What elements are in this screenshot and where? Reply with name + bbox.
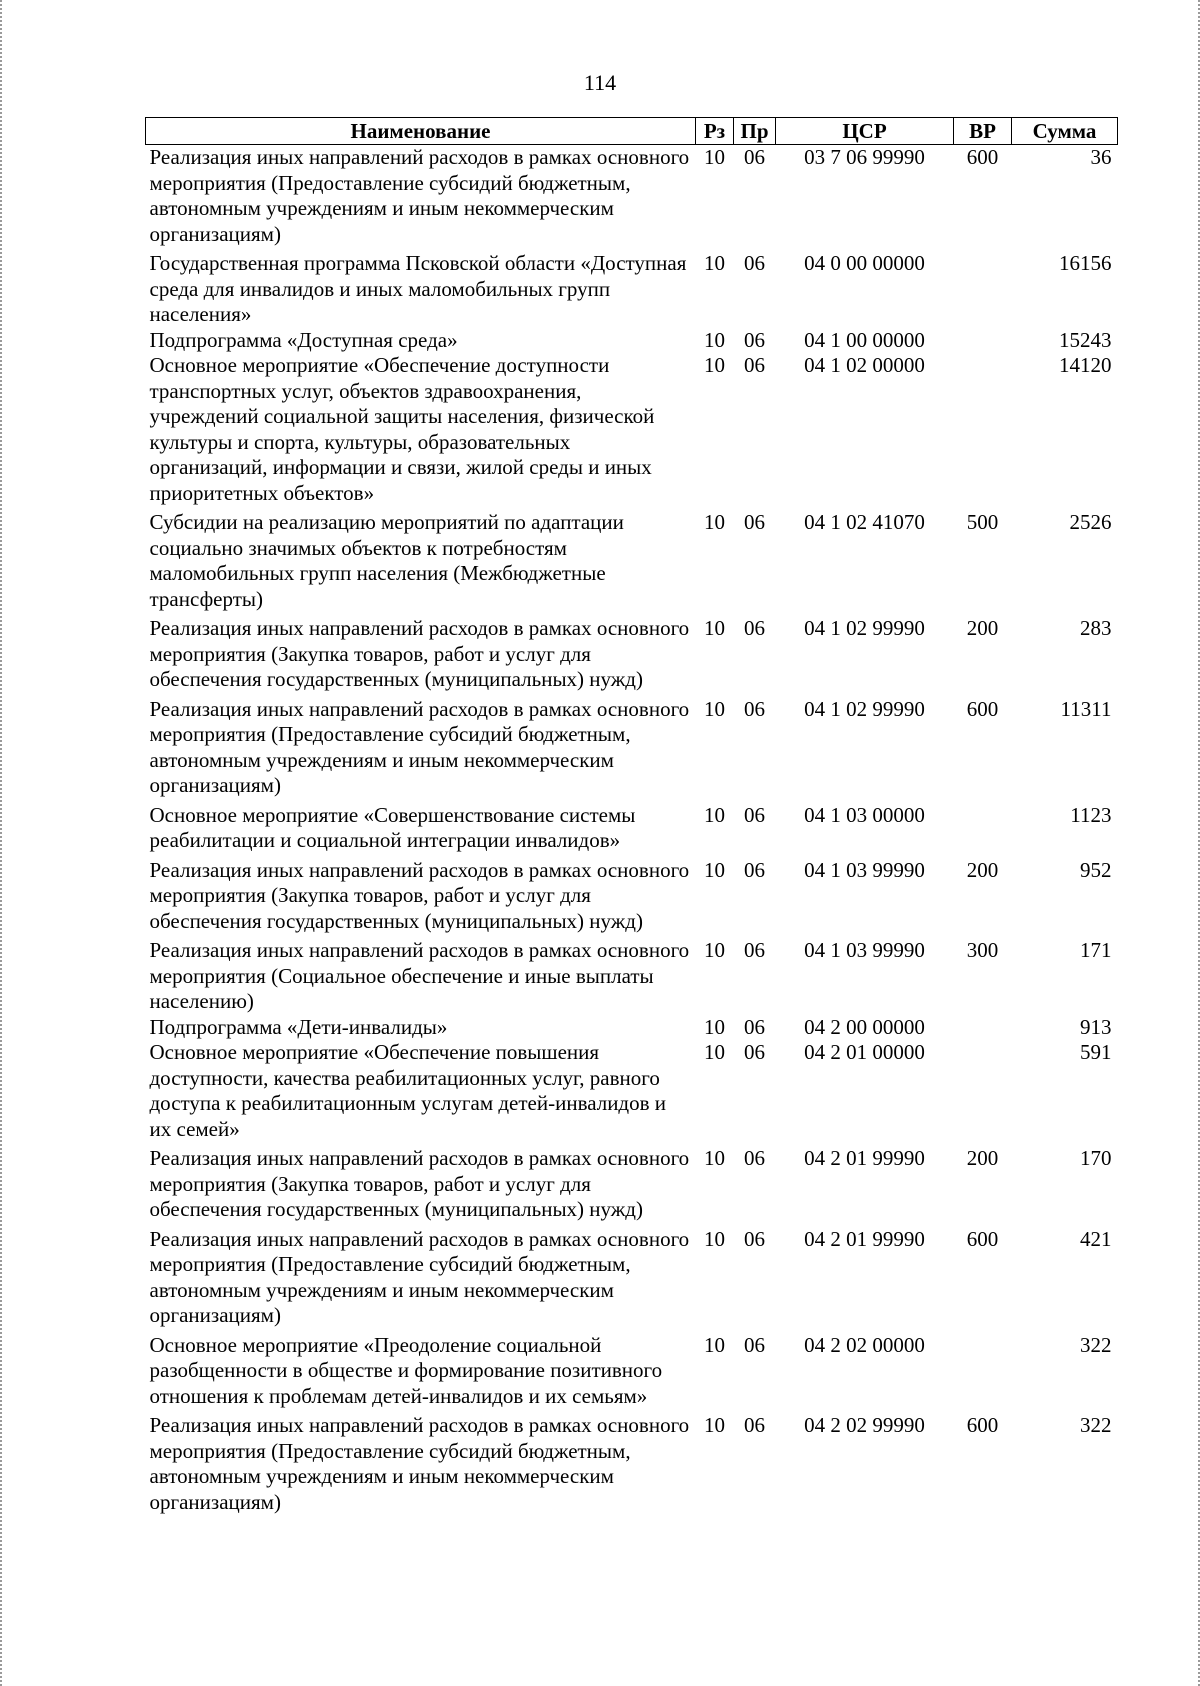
cell-name: Основное мероприятие «Совершенствование системы реабилитации и социальной интеграции инвалидов»: [149, 802, 636, 852]
cell-vr: 600: [966, 1413, 999, 1437]
cell-sum: 14120: [1059, 353, 1112, 377]
cell-sum: 322: [1080, 1332, 1112, 1357]
table-header-row: [146, 118, 1118, 145]
cell-vr: [954, 247, 1012, 328]
cell-name: Подпрограмма «Доступная среда»: [149, 327, 458, 352]
cell-rz: 10: [704, 251, 725, 275]
cell-name: Реализация иных направлений расходов в рамках основного мероприятия (Социальное обеспечение и иные выплаты населению): [149, 938, 690, 1013]
cell-sum: 1123: [1070, 802, 1112, 827]
cell-rz: 10: [704, 802, 725, 827]
cell-pr: 06: [744, 1413, 765, 1437]
cell-sum: 16156: [1059, 251, 1112, 275]
cell-csr: 04 0 00 00000: [804, 251, 925, 275]
cell-vr: 200: [966, 857, 999, 882]
cell-vr: [954, 1329, 1012, 1410]
cell-sum: 2526: [1069, 510, 1112, 534]
cell-csr: 04 2 02 99990: [804, 1413, 925, 1437]
cell-sum: 171: [1080, 938, 1112, 962]
table-row: [146, 1142, 1118, 1223]
cell-csr: 04 2 02 00000: [804, 1332, 925, 1357]
cell-csr: 04 1 02 41070: [804, 510, 925, 534]
header-sum: Сумма: [1012, 118, 1118, 145]
cell-rz: 10: [704, 145, 725, 169]
cell-rz: 10: [704, 1226, 725, 1251]
table-row: [146, 1040, 1118, 1142]
cell-name: Реализация иных направлений расходов в рамках основного мероприятия (Закупка товаров, работ и услуг для обеспечения государственных (муниципальных) нужд): [149, 857, 690, 933]
cell-vr: [954, 799, 1012, 854]
cell-vr: [954, 328, 1012, 354]
cell-rz: 10: [704, 1413, 725, 1437]
cell-sum: 170: [1080, 1146, 1112, 1170]
cell-rz: 10: [704, 696, 725, 721]
cell-pr: 06: [744, 145, 765, 169]
cell-csr: 04 1 00 00000: [804, 327, 925, 352]
cell-pr: 06: [744, 1146, 765, 1170]
header-name: Наименование: [146, 118, 696, 145]
cell-name: Основное мероприятие «Обеспечение доступности транспортных услуг, объектов здравоохранения, учреждений социальной защиты населения, физической культуры и спорта, культуры, образовательных организаций, информации и связи, жилой среды и иных приоритетных объектов»: [149, 353, 655, 505]
cell-pr: 06: [744, 938, 765, 962]
cell-name: Основное мероприятие «Преодоление социальной разобщенности в обществе и формирование позитивного отношения к проблемам детей-инвалидов и их семьям»: [149, 1332, 663, 1408]
cell-pr: 06: [744, 802, 765, 827]
cell-vr: [954, 1015, 1012, 1041]
cell-sum: 11311: [1060, 696, 1112, 721]
cell-name: Субсидии на реализацию мероприятий по адаптации социально значимых объектов к потребностям маломобильных групп населения (Межбюджетные трансферты): [149, 510, 624, 611]
header-pr: Пр: [734, 118, 776, 145]
table-row: [146, 1409, 1118, 1515]
header-vr: ВР: [954, 118, 1012, 145]
scan-edge-right: [1195, 0, 1200, 1686]
cell-sum: 913: [1080, 1014, 1112, 1039]
cell-pr: 06: [744, 857, 765, 882]
cell-pr: 06: [744, 1014, 765, 1039]
table-row: [146, 1015, 1118, 1041]
cell-pr: 06: [744, 1332, 765, 1357]
cell-rz: 10: [704, 857, 725, 882]
cell-vr: 200: [966, 616, 999, 640]
cell-pr: 06: [744, 1226, 765, 1251]
table-row: [146, 328, 1118, 354]
cell-name: Реализация иных направлений расходов в рамках основного мероприятия (Предоставление субсидий бюджетным, автономным учреждениям и иным некоммерческим организациям): [149, 696, 690, 797]
cell-vr: [954, 1040, 1012, 1142]
cell-sum: 322: [1080, 1413, 1112, 1437]
cell-name: Реализация иных направлений расходов в рамках основного мероприятия (Закупка товаров, работ и услуг для обеспечения государственных (муниципальных) нужд): [149, 1146, 690, 1221]
cell-name: Государственная программа Псковской области «Доступная среда для инвалидов и иных маломобильных групп населения»: [149, 251, 687, 326]
table-row: [146, 1329, 1118, 1410]
table-row: [146, 506, 1118, 612]
table-row: [146, 693, 1118, 799]
cell-csr: 04 2 01 99990: [804, 1146, 925, 1170]
cell-pr: 06: [744, 616, 765, 640]
cell-csr: 04 2 01 00000: [804, 1040, 925, 1064]
cell-pr: 06: [744, 1040, 765, 1064]
cell-csr: 04 1 02 99990: [804, 616, 925, 640]
cell-csr: 04 1 03 99990: [804, 857, 925, 882]
cell-sum: 15243: [1059, 327, 1112, 352]
table-row: [146, 247, 1118, 328]
cell-sum: 952: [1080, 857, 1112, 882]
cell-name: Реализация иных направлений расходов в рамках основного мероприятия (Предоставление субсидий бюджетным, автономным учреждениям и иным некоммерческим организациям): [149, 1226, 690, 1327]
cell-csr: 04 1 03 99990: [804, 938, 925, 962]
cell-vr: 600: [966, 145, 999, 169]
cell-rz: 10: [704, 1014, 725, 1039]
table-row: [146, 799, 1118, 854]
cell-vr: 300: [966, 938, 999, 962]
cell-pr: 06: [744, 353, 765, 377]
header-rz: Рз: [696, 118, 734, 145]
cell-sum: 283: [1080, 616, 1112, 640]
cell-csr: 04 2 01 99990: [804, 1226, 925, 1251]
cell-csr: 04 1 02 99990: [804, 696, 925, 721]
cell-name: Реализация иных направлений расходов в рамках основного мероприятия (Предоставление субсидий бюджетным, автономным учреждениям и иным некоммерческим организациям): [149, 1413, 690, 1514]
cell-csr: 04 1 02 00000: [804, 353, 925, 377]
cell-pr: 06: [744, 251, 765, 275]
cell-csr: 04 2 00 00000: [804, 1014, 925, 1039]
cell-csr: 03 7 06 99990: [804, 145, 925, 169]
cell-vr: [954, 353, 1012, 506]
table-row: [146, 1223, 1118, 1329]
cell-sum: 421: [1080, 1226, 1112, 1251]
cell-rz: 10: [704, 327, 725, 352]
cell-vr: 600: [966, 696, 999, 721]
cell-name: Подпрограмма «Дети-инвалиды»: [149, 1014, 448, 1039]
cell-pr: 06: [744, 696, 765, 721]
cell-csr: 04 1 03 00000: [804, 802, 925, 827]
cell-vr: 200: [966, 1146, 999, 1170]
cell-sum: 36: [1090, 145, 1112, 169]
budget-table: [145, 117, 1118, 1515]
table-row: [146, 353, 1118, 506]
page-number: 114: [583, 70, 617, 95]
cell-rz: 10: [704, 510, 725, 534]
cell-sum: 591: [1080, 1040, 1112, 1064]
cell-rz: 10: [704, 616, 725, 640]
cell-rz: 10: [704, 353, 725, 377]
cell-rz: 10: [704, 1332, 725, 1357]
cell-pr: 06: [744, 510, 765, 534]
header-csr: ЦСР: [776, 118, 954, 145]
table-row: [146, 145, 1118, 248]
cell-pr: 06: [744, 327, 765, 352]
table-row: [146, 612, 1118, 693]
cell-rz: 10: [704, 1040, 725, 1064]
cell-rz: 10: [704, 938, 725, 962]
cell-name: Реализация иных направлений расходов в рамках основного мероприятия (Закупка товаров, работ и услуг для обеспечения государственных (муниципальных) нужд): [149, 616, 690, 691]
table-row: [146, 934, 1118, 1015]
scan-edge-left: [0, 0, 5, 1686]
cell-vr: 500: [966, 510, 999, 534]
cell-name: Основное мероприятие «Обеспечение повышения доступности, качества реабилитационных услуг, равного доступа к реабилитационным услугам детей-инвалидов и их семей»: [149, 1040, 667, 1141]
cell-name: Реализация иных направлений расходов в рамках основного мероприятия (Предоставление субсидий бюджетным, автономным учреждениям и иным некоммерческим организациям): [149, 145, 690, 246]
table-row: [146, 854, 1118, 935]
cell-rz: 10: [704, 1146, 725, 1170]
cell-vr: 600: [966, 1226, 999, 1251]
